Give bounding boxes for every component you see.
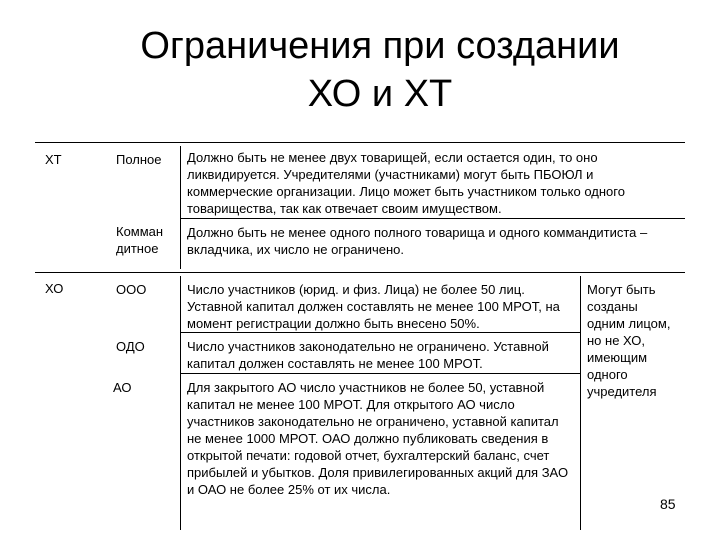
row-separator — [180, 373, 580, 374]
slide-title-line-1: Ограничения при создании — [140, 25, 620, 67]
table-middle-border — [35, 272, 685, 273]
description-commandite: Должно быть не менее одного полного товарища и одного коммандитиста – вкладчика, их число не ограничено. — [187, 225, 648, 257]
page-number: 85 — [660, 496, 676, 512]
type-label-ooo: ООО — [116, 282, 147, 297]
group-label-xt: ХТ — [45, 152, 62, 167]
group-label-xo: ХО — [45, 281, 64, 296]
table-divider-vertical — [180, 276, 181, 530]
type-label-ao: АО — [113, 380, 132, 395]
slide-title-line-2: ХО и ХТ — [307, 73, 453, 115]
type-label-odo: ОДО — [116, 339, 145, 354]
row-separator — [180, 218, 685, 219]
type-label-commandite: Комман дитное — [116, 224, 164, 256]
type-label-full: Полное — [116, 152, 162, 167]
table-divider-vertical — [580, 276, 581, 530]
row-separator — [180, 332, 580, 333]
table-divider-vertical — [180, 146, 181, 269]
side-note: Могут быть созданы одним лицом, но не ХО, имеющим одного учредителя — [587, 282, 671, 399]
description-ooo: Число участников (юрид. и физ. Лица) не более 50 лиц. Уставной капитал должен составлять не менее 100 МРОТ, на момент регистрации должно быть внесено 50%. — [187, 282, 560, 331]
description-ao: Для закрытого АО число участников не более 50, уставной капитал не менее 100 МРОТ. Для открытого АО число участников законодательно не ограничено, уставной капитал не менее 1000 МРОТ. ОАО должно публиковать сведения в открытой печати: годовой отчет, бухгалтерский баланс, счет прибылей и убытков. Доля привилегированных акций для ЗАО и ОАО не более 25% от их числа. — [187, 380, 569, 497]
description-full: Должно быть не менее двух товарищей, если остается один, то оно ликвидируется. Учредителями (участниками) могут быть ПБОЮЛ и коммерческие организации. Лицо может быть участником только одного товарищества, так как отвечает своим имуществом. — [187, 150, 625, 216]
description-odo: Число участников законодательно не ограничено. Уставной капитал должен составлять не менее 100 МРОТ. — [187, 339, 549, 371]
table-top-border — [35, 142, 685, 143]
